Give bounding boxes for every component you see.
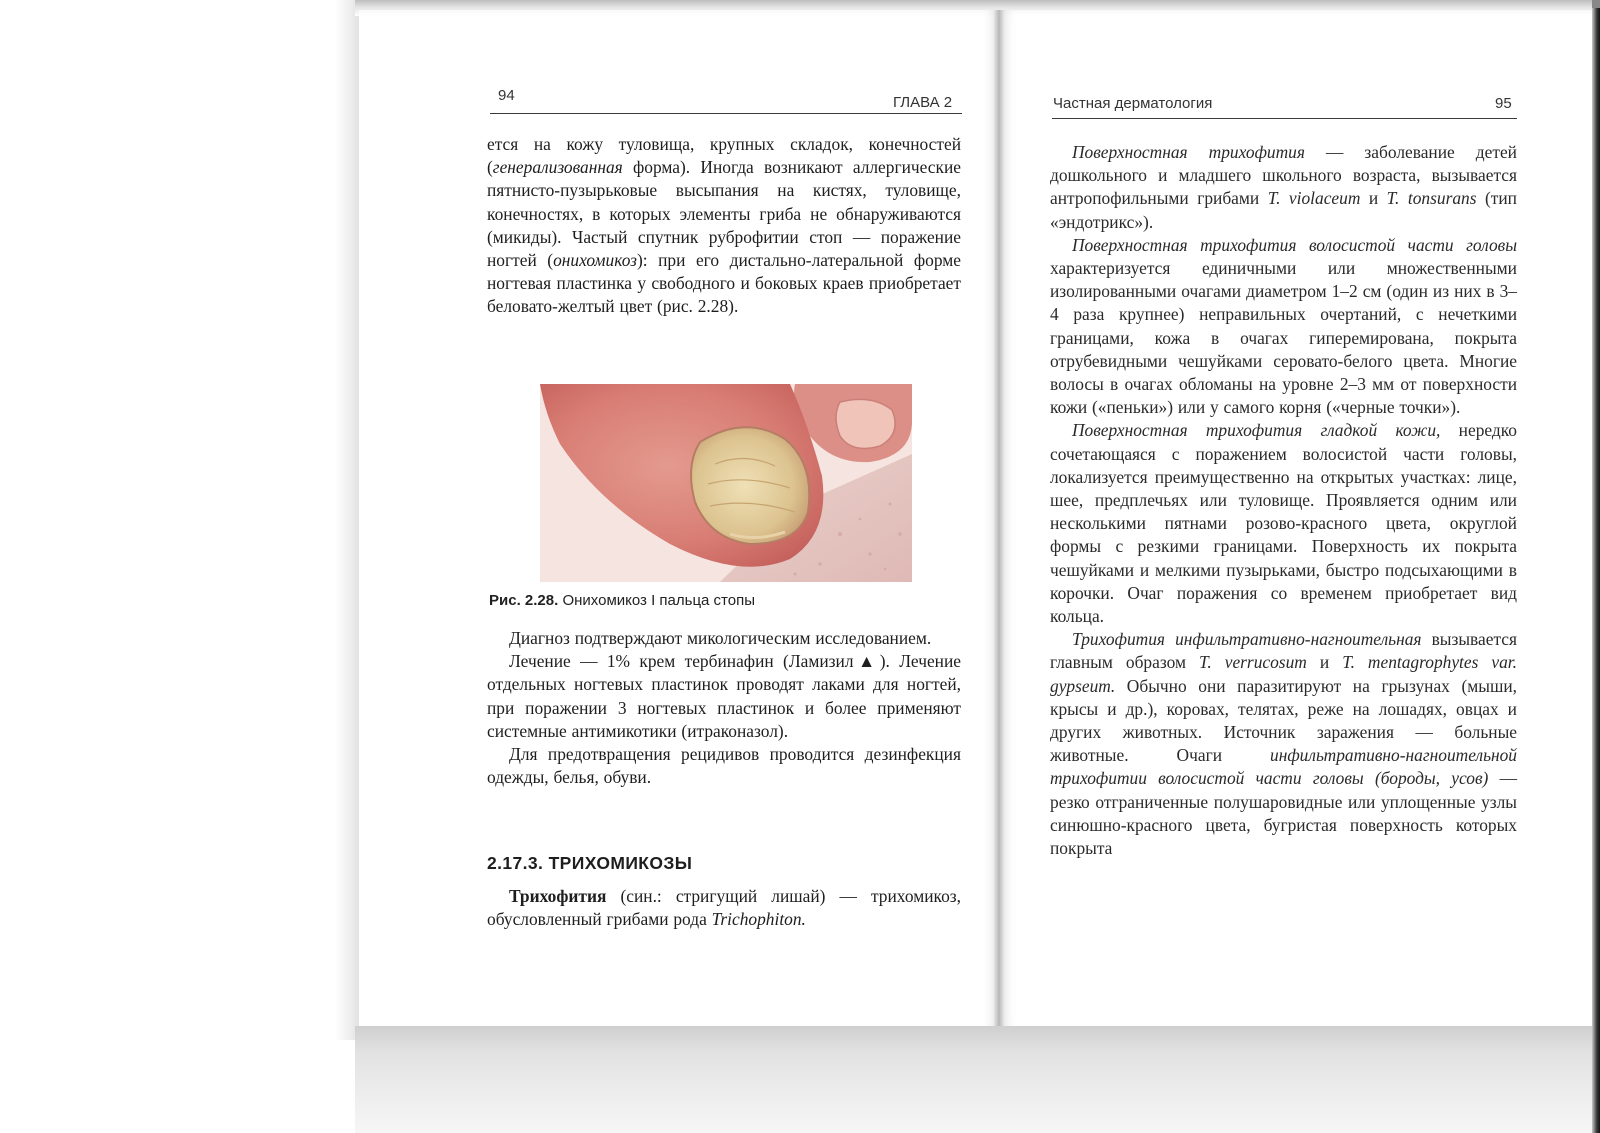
text-run: вызывается главным образом [1050,629,1517,673]
italic-term: Поверхностная трихофития гладкой кожи, [1072,420,1441,441]
left-text-top [487,133,961,319]
text-run: характеризуется единичными или множественными изолированными очагами диаметром 1–2 см (один из них в 3–4 раза крупнее) неправильных очертаний, с нечеткими границами, кожа в очагах гиперемирована, покрыта отрубевидными чешуйками серовато-белого цвета. Многие волосы в очагах обломаны на уровне 2–3 мм от поверхности кожи («пеньки») или у самого корня («черные точки»). [1050,258,1517,418]
paragraph-treatment: Лечение — 1% крем тербинафин (Ламизил▲). Лечение отдельных ногтевых пластинок проводят лаками для ногтей, при поражении 3 ногтевых пластинок и более применяют системные антимикотики (итраконазол). [487,651,961,741]
paragraph-smooth-skin [1050,419,1517,628]
italic-term: Трихофития инфильтративно-нагноительная [1072,629,1422,650]
book-left-edge [335,0,359,1040]
bold-term: Трихофития [509,886,607,906]
italic-term: генерализованная [492,157,623,178]
right-text [1050,141,1517,860]
italic-term: T. mentagrophytes var. gypseum. [1050,652,1517,696]
book-spine [994,10,1004,1030]
header-rule-left [490,113,962,114]
figure-caption-text: Онихомикоз I пальца стопы [562,592,755,609]
text-run: (син.: стригущий лишай) — трихомикоз, обусловленный грибами рода [487,886,961,930]
page-number-left: 94 [498,87,515,104]
italic-term: Поверхностная трихофития [1072,142,1305,162]
text-run: — резко отграниченные полушаровидные или уплощенные узлы синюшно-красного цвета, бугристая поверхность которых покрыта [1050,768,1517,859]
italic-term: T. tonsurans [1386,188,1477,209]
page-number-right: 95 [1495,95,1512,112]
onychomycosis-photo [540,384,912,582]
italic-term: T. violaceum [1267,188,1361,209]
text-run: и [1360,188,1387,209]
left-text-final [487,885,961,931]
italic-term: онихомикоз [553,250,637,271]
text-run: ется на кожу туловища, крупных складок, конечностей ( [487,134,961,178]
text-run: — заболевание детей дошкольного и младшего школьного возраста, вызывается антропофильными грибами [1050,142,1517,209]
italic-term: Поверхностная трихофития волосистой части головы [1072,234,1517,255]
text-run: и [1306,652,1343,673]
toe-nail-illustration [540,384,912,582]
italic-term: Trichophiton. [711,909,806,930]
scan-bottom-shadow [355,1026,1600,1133]
text-run: (тип «эндотрикс»). [1050,188,1517,232]
running-head-section: Частная дерматология [1053,95,1213,112]
left-text-bottom [487,627,961,789]
paragraph-prevention: Для предотвращения рецидивов проводится дезинфекция одежды, белья, обуви. [487,744,961,788]
paragraph-infiltrative [1050,628,1517,860]
paragraph-trichophytia [487,885,961,931]
paragraph-superficial [1050,141,1517,234]
header-rule-right [1052,118,1517,119]
scan-right-edge [1592,8,1600,1133]
text-run: форма). Иногда возникают аллергические пятнисто-пузырьковые высыпания на кистях, туловище, конечностях, в которых элементы гриба не обнаруживаются (микиды). Частый спутник руброфитии стоп — поражение ногтей ( [487,157,961,271]
figure-label: Рис. 2.28. [489,592,559,609]
section-heading: 2.17.3. ТРИХОМИКОЗЫ [487,853,693,873]
figure-caption [489,592,755,609]
text-run: ): при его дистально-латеральной форме ногтевая пластинка у свободного и боковых краев приобретает беловато-желтый цвет (рис. 2.28). [487,250,961,317]
paragraph-diagnosis: Диагноз подтверждают микологическим исследованием. [509,628,932,648]
paragraph-scalp [1050,234,1517,420]
paragraph-rubrophytia [487,133,961,319]
italic-term: инфильтративно-нагноительной трихофитии волосистой части головы (бороды, усов) [1050,745,1517,789]
text-run: нередко сочетающаяся с поражением волосистой части головы, локализуется преимущественно на открытых участках: лице, шее, предплечьях или туловище. Проявляется одним или несколькими пятнами розово-красного цвета, округлой формы с резкими границами. Поверхность их покрыта чешуйками и мелкими пузырьками, быстро подсыхающими в корочки. Очаг поражения со временем приобретает вид кольца. [1050,420,1518,627]
running-head-chapter: ГЛАВА 2 [893,94,953,111]
italic-term: T. verrucosum [1198,652,1307,673]
text-run: Обычно они паразитируют на грызунах (мыши, крысы и др.), коровах, телятах, реже на лошадях, овцах и других животных. Источник заражения — больные животные. Очаги [1050,675,1517,766]
